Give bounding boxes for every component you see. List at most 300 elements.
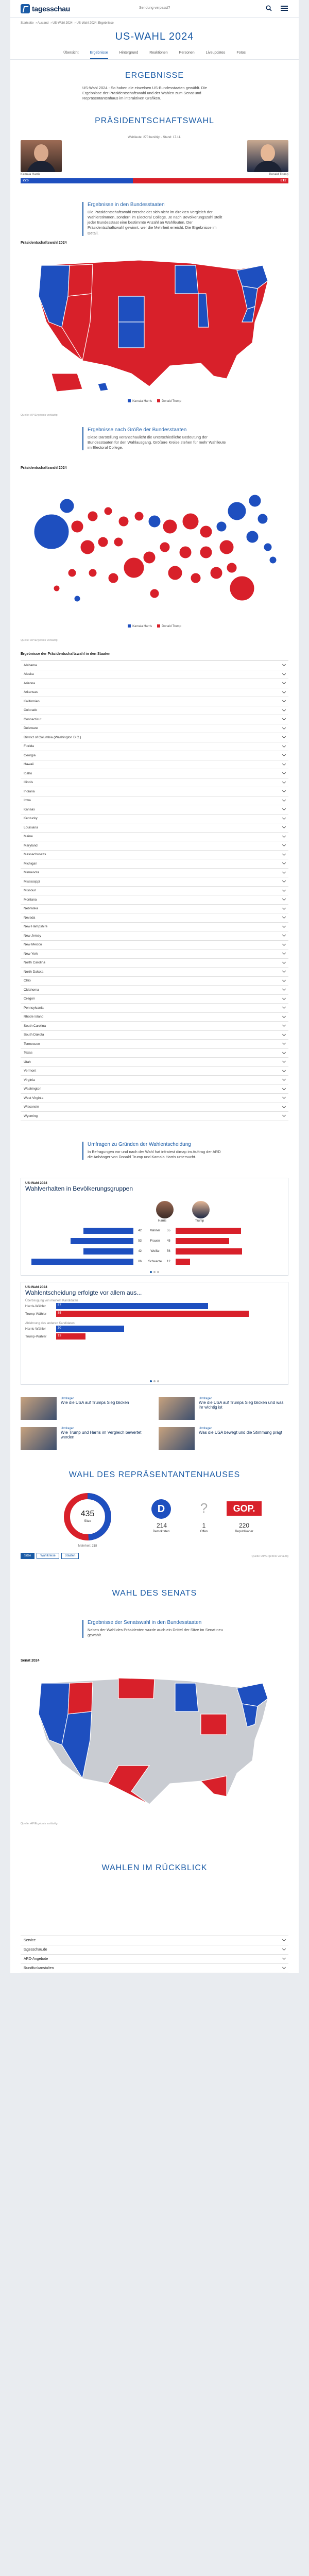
page-title: US-WAHL 2024 — [115, 31, 194, 42]
btn-wahlkreise[interactable]: Wahlkreise — [37, 1553, 59, 1559]
state-row[interactable] — [21, 851, 288, 860]
trump-name: Donald Trump — [269, 173, 288, 176]
state-bubble[interactable] — [219, 540, 234, 554]
state-name: South Carolina — [24, 1024, 46, 1028]
state-row[interactable] — [21, 733, 288, 742]
survey-bar — [56, 1303, 208, 1309]
state-row[interactable] — [21, 688, 288, 698]
chevron-down-icon — [282, 1947, 286, 1951]
logo-icon — [21, 4, 30, 13]
cartogram-text: Diese Darstellung veranschaulicht die unterschiedliche Bedeutung der Bundesstaaten für den Wahlausgang. Größere Kreise stehen für mehr Wahlleute im Electoral College. — [88, 435, 226, 450]
umfrage-card-1 — [21, 1178, 288, 1276]
state-bubble[interactable] — [179, 546, 192, 558]
state-row[interactable] — [21, 661, 288, 670]
state-bubble[interactable] — [114, 537, 123, 547]
tab-hintergrund[interactable]: Hintergrund — [119, 51, 139, 55]
chevron-down-icon — [282, 1069, 286, 1072]
house-majority: Mehrheit: 218 — [78, 1544, 97, 1548]
state-name: Tennessee — [24, 1042, 40, 1046]
state-bubble[interactable] — [216, 521, 227, 532]
chevron-down-icon — [282, 1077, 286, 1081]
state-name: Wyoming — [24, 1114, 38, 1118]
state-name: Utah — [24, 1060, 31, 1064]
state-bubble[interactable] — [104, 507, 112, 515]
state-name: Missouri — [24, 889, 37, 893]
state-bubble[interactable] — [246, 531, 259, 543]
logo[interactable] — [21, 4, 70, 13]
state-bubble[interactable] — [60, 499, 74, 513]
state-row[interactable] — [21, 715, 288, 724]
survey-row — [25, 1236, 284, 1246]
state-row[interactable] — [21, 977, 288, 986]
chevron-down-icon — [282, 726, 286, 730]
house-result — [10, 1486, 299, 1563]
gop-logo: GOP. — [227, 1501, 262, 1516]
chevron-down-icon — [282, 708, 286, 711]
state-bubble[interactable] — [210, 567, 222, 579]
state-name: Oklahoma — [24, 988, 39, 992]
state-name: Idaho — [24, 771, 32, 775]
tab-fotos[interactable]: Fotos — [236, 51, 246, 55]
survey-value: 13 — [58, 1334, 61, 1337]
house-title: WAHL DES REPRÄSENTANTENHAUSES — [68, 1470, 241, 1479]
state-name: Mississippi — [24, 879, 40, 884]
breadcrumb-item[interactable]: Startseite — [21, 22, 34, 25]
state-row[interactable] — [21, 706, 288, 716]
chevron-down-icon — [282, 951, 286, 955]
state-row[interactable] — [21, 1085, 288, 1094]
chevron-down-icon — [282, 1050, 286, 1054]
state-name: Michigan — [24, 861, 38, 866]
chevron-down-icon — [282, 915, 286, 919]
chevron-down-icon — [282, 861, 286, 865]
chevron-down-icon — [282, 807, 286, 810]
state-name: New Mexico — [24, 943, 42, 947]
state-row[interactable] — [21, 959, 288, 968]
map-legend — [10, 399, 299, 406]
state-bubble[interactable] — [160, 542, 170, 552]
state-list-title: Ergebnisse der Präsidentschaftswahl in den Staaten — [21, 652, 111, 656]
state-row[interactable] — [21, 968, 288, 977]
chevron-down-icon — [282, 672, 286, 675]
state-bubble[interactable] — [71, 520, 83, 533]
rep-label: Republikaner — [235, 1530, 253, 1533]
trump-value: 12 — [167, 1260, 170, 1263]
col-harris: Harris — [158, 1219, 166, 1223]
chevron-down-icon — [282, 771, 286, 774]
state-bubble[interactable] — [108, 573, 118, 583]
chevron-down-icon — [282, 663, 286, 666]
header — [10, 0, 299, 18]
survey-value: 30 — [58, 1327, 61, 1330]
state-name: Delaware — [24, 726, 38, 731]
group-label: Überzeugung von meinem Kandidaten — [25, 1299, 78, 1302]
state-name: South Dakota — [24, 1033, 44, 1037]
democrat-logo: D — [151, 1499, 171, 1519]
state-name: Vermont — [24, 1069, 37, 1073]
chevron-down-icon — [282, 753, 286, 756]
legend-harris: Kamala Harris — [128, 399, 152, 406]
state-row[interactable] — [21, 1103, 288, 1112]
survey-row — [25, 1246, 284, 1257]
footer — [21, 1936, 288, 1973]
teaser[interactable]: Umfragen Was die USA bewegt und die Stimmung prägt — [159, 1427, 288, 1450]
chevron-down-icon — [282, 816, 286, 820]
state-row[interactable] — [21, 769, 288, 778]
breadcrumb-item[interactable]: US-Wahl 2024 — [53, 22, 73, 25]
chevron-down-icon — [282, 879, 286, 883]
state-name: Minnesota — [24, 871, 39, 875]
state-row[interactable] — [21, 833, 288, 842]
state-name: Kentucky — [24, 817, 38, 821]
chevron-down-icon — [282, 1113, 286, 1117]
harris-photo — [21, 140, 62, 172]
state-name: Rhode Island — [24, 1015, 44, 1019]
teaser-image — [21, 1397, 57, 1420]
state-row[interactable] — [21, 679, 288, 688]
state-bubble[interactable] — [230, 576, 254, 601]
umfrage-card-2 — [21, 1282, 288, 1385]
state-row[interactable] — [21, 1031, 288, 1040]
trump-avatar — [192, 1201, 210, 1218]
survey-row — [25, 1257, 284, 1267]
state-row[interactable] — [21, 697, 288, 706]
state-name: Iowa — [24, 799, 31, 803]
teaser-image — [159, 1397, 195, 1420]
footer-link[interactable]: tagesschau.de — [21, 1945, 288, 1955]
trump-value: 55 — [167, 1229, 170, 1232]
state-bubble[interactable] — [148, 515, 161, 528]
logo-text: tagesschau — [32, 4, 71, 13]
search-icon[interactable] — [265, 4, 273, 12]
state-row[interactable] — [21, 941, 288, 950]
survey-row-label: Männer — [149, 1229, 161, 1232]
teaser-image — [21, 1427, 57, 1450]
survey-bar — [56, 1311, 249, 1317]
state-bubble[interactable] — [74, 596, 80, 602]
state-bubble[interactable] — [264, 543, 272, 551]
chevron-down-icon — [282, 888, 286, 892]
state-row[interactable] — [21, 887, 288, 896]
state-name: Hawaii — [24, 762, 34, 767]
chevron-down-icon — [282, 798, 286, 802]
card-kicker: US-Wahl 2024 — [25, 1285, 47, 1289]
state-row[interactable] — [21, 805, 288, 815]
teaser[interactable]: Umfragen Wie die USA auf Trumps Sieg blicken und was ihr wichtig ist — [159, 1397, 288, 1420]
survey-row-label: Trump-Wähler — [25, 1312, 47, 1316]
survey-row — [25, 1310, 284, 1318]
survey-row — [25, 1325, 284, 1333]
state-bubble[interactable] — [143, 551, 156, 564]
state-bubble[interactable] — [89, 569, 97, 577]
us-map-president[interactable] — [21, 245, 288, 399]
state-name: Indiana — [24, 789, 35, 793]
carousel-dots[interactable] — [21, 1380, 288, 1382]
senate-intro — [82, 1620, 227, 1638]
state-name: New York — [24, 952, 38, 956]
state-name: Oregon — [24, 997, 35, 1001]
state-bubble[interactable] — [168, 566, 182, 580]
chevron-down-icon — [282, 897, 286, 901]
state-bubble[interactable] — [54, 585, 60, 591]
footer-link[interactable]: Service — [21, 1936, 288, 1945]
state-row[interactable] — [21, 923, 288, 932]
state-row[interactable] — [21, 778, 288, 788]
state-row[interactable] — [21, 815, 288, 824]
chevron-down-icon — [282, 762, 286, 766]
chevron-down-icon — [282, 834, 286, 838]
state-bubble[interactable] — [200, 526, 212, 538]
state-name: Illinois — [24, 781, 33, 785]
state-name: District of Columbia (Washington D.C.) — [24, 735, 81, 739]
state-name: Ohio — [24, 979, 31, 983]
group-label: Ablehnung des anderen Kandidaten — [25, 1321, 75, 1325]
chevron-down-icon — [282, 744, 286, 748]
tab-reaktionen[interactable]: Reaktionen — [149, 51, 168, 55]
trump-votes: 312 — [280, 179, 286, 182]
chevron-down-icon — [282, 843, 286, 846]
state-row[interactable] — [21, 724, 288, 734]
state-bubble[interactable] — [150, 589, 159, 598]
state-bubble[interactable] — [98, 537, 108, 547]
state-name: Nebraska — [24, 907, 38, 911]
state-bubble[interactable] — [182, 513, 199, 530]
state-bubble[interactable] — [249, 495, 261, 507]
tab-bar — [10, 48, 299, 60]
state-bubble[interactable] — [88, 511, 98, 521]
state-name: Massachusetts — [24, 853, 46, 857]
house-view-buttons — [21, 1553, 79, 1559]
chevron-down-icon — [282, 717, 286, 720]
state-bubble[interactable] — [191, 573, 201, 583]
chevron-down-icon — [282, 780, 286, 784]
chevron-down-icon — [282, 1005, 286, 1009]
state-accordion — [21, 660, 288, 1121]
state-row[interactable] — [21, 905, 288, 914]
state-name: Alaska — [24, 672, 34, 676]
state-row[interactable] — [21, 751, 288, 760]
state-row[interactable] — [21, 1058, 288, 1067]
menu-icon[interactable] — [280, 4, 288, 12]
state-row[interactable] — [21, 1040, 288, 1049]
chevron-down-icon — [282, 1095, 286, 1099]
breadcrumb-item: US-Wahl 2024: Ergebnisse — [76, 22, 114, 25]
state-row[interactable] — [21, 1076, 288, 1085]
state-bubble[interactable] — [134, 512, 144, 521]
state-bubble[interactable] — [34, 514, 69, 549]
state-row[interactable] — [21, 670, 288, 680]
umfragen-intro — [82, 1142, 227, 1160]
state-row[interactable] — [21, 1013, 288, 1022]
state-name: West Virginia — [24, 1096, 44, 1100]
rueckblick-title: WAHLEN IM RÜCKBLICK — [101, 1863, 208, 1872]
open-seats: 1 — [202, 1521, 206, 1529]
state-name: Georgia — [24, 753, 36, 757]
senate-title: WAHL DES SENATS — [112, 1588, 197, 1598]
state-row[interactable] — [21, 1004, 288, 1013]
state-row[interactable] — [21, 859, 288, 869]
survey-bar — [56, 1333, 85, 1340]
senate-source: Quelle: AP/Ergebnis vorläufig — [21, 1822, 58, 1825]
teaser-image — [159, 1427, 195, 1450]
cartogram-title: Präsidentschaftswahl 2024 — [21, 466, 67, 470]
chevron-down-icon — [282, 906, 286, 910]
rep-seats: 220 — [238, 1521, 250, 1529]
state-name: Montana — [24, 897, 37, 902]
teaser[interactable]: Umfragen Wie Trump und Harris im Vergleich bewertet werden — [21, 1427, 150, 1450]
survey-row — [25, 1333, 284, 1341]
chevron-down-icon — [282, 924, 286, 928]
state-name: Washington — [24, 1087, 42, 1091]
survey-bar — [56, 1326, 124, 1332]
harris-avatar — [156, 1201, 174, 1218]
state-name: Kansas — [24, 807, 35, 811]
state-row[interactable] — [21, 1022, 288, 1031]
breadcrumb-item[interactable]: Ausland — [37, 22, 49, 25]
state-row[interactable] — [21, 877, 288, 887]
state-name: Texas — [24, 1051, 32, 1055]
state-bubble[interactable] — [258, 514, 268, 524]
open-label: Offen — [200, 1530, 208, 1533]
state-bubble[interactable] — [80, 540, 95, 554]
card-title: Wahlverhalten in Bevölkerungsgruppen — [25, 1184, 133, 1192]
state-row[interactable] — [21, 841, 288, 851]
president-legend: Wahlleute: 270 benötigt · Stand: 17.11. — [128, 136, 181, 139]
state-name: Arizona — [24, 681, 36, 685]
chevron-down-icon — [282, 735, 286, 738]
state-name: Maryland — [24, 843, 38, 848]
harris-bar — [83, 1248, 133, 1255]
chevron-down-icon — [282, 690, 286, 693]
tab-uebersicht[interactable]: Übersicht — [63, 51, 79, 55]
state-bubble[interactable] — [68, 569, 76, 577]
footer-link[interactable]: ARD-Angebote — [21, 1955, 288, 1964]
state-name: Louisiana — [24, 825, 38, 829]
chevron-down-icon — [282, 1938, 286, 1941]
state-name: Connecticut — [24, 717, 42, 721]
harris-votes: 226 — [23, 179, 29, 182]
harris-value: 53 — [138, 1239, 142, 1243]
state-name: New Hampshire — [24, 925, 48, 929]
chevron-down-icon — [282, 699, 286, 702]
question-icon: ? — [200, 1500, 208, 1516]
survey-row-label: Trump-Wähler — [25, 1334, 47, 1338]
footer-link[interactable]: Rundfunkanstalten — [21, 1964, 288, 1973]
state-row[interactable] — [21, 760, 288, 770]
umfragen-text: In Befragungen vor und nach der Wahl hat infratest dimap im Auftrag der ARD die Anhänger von Donald Trump und Kamala Harris untersucht. — [88, 1149, 221, 1159]
trump-photo — [247, 140, 288, 172]
chevron-down-icon — [282, 825, 286, 828]
harris-value: 86 — [138, 1260, 142, 1263]
map-title: Präsidentschaftswahl 2024 — [21, 241, 67, 245]
senate-text: Neben der Wahl des Präsidenten wurde auch ein Drittel der Sitze im Senat neu gewählt. — [88, 1627, 223, 1637]
btn-sitze[interactable]: Sitze — [21, 1553, 35, 1559]
chevron-down-icon — [282, 1956, 286, 1960]
chevron-down-icon — [282, 933, 286, 937]
state-bubble[interactable] — [124, 557, 144, 578]
bundesstaaten-heading: Ergebnisse in den Bundesstaaten — [88, 202, 165, 208]
chevron-down-icon — [282, 996, 286, 1000]
chevron-down-icon — [282, 969, 286, 973]
state-bubble[interactable] — [269, 556, 277, 564]
results-intro: US-Wahl 2024 - So haben die einzelnen US-Bundesstaaten gewählt. Die Ergebnisse der Präsidentschaftswahl und der Wahlen zum Senat und Repräsentantenhaus im interaktiven Grafiken. — [82, 86, 207, 101]
umfragen-heading: Umfragen zu Gründen der Wahlentscheidung — [88, 1141, 191, 1147]
legend-harris: Kamala Harris — [128, 624, 152, 632]
chevron-down-icon — [282, 942, 286, 946]
carousel-dots[interactable] — [21, 1271, 288, 1273]
cartogram-intro — [82, 427, 227, 450]
trump-value: 56 — [167, 1249, 170, 1253]
state-bubble[interactable] — [227, 563, 237, 573]
chevron-down-icon — [282, 1023, 286, 1027]
trump-value: 45 — [167, 1239, 170, 1243]
harris-bar — [71, 1238, 133, 1244]
state-row[interactable] — [21, 796, 288, 806]
tab-personen[interactable]: Personen — [179, 51, 195, 55]
sendung-verpasst-link[interactable]: Sendung verpasst? — [139, 6, 170, 10]
trump-bar — [176, 1259, 190, 1265]
tab-ergebnisse[interactable]: Ergebnisse — [90, 51, 108, 59]
btn-staaten[interactable]: Staaten — [61, 1553, 79, 1559]
teaser[interactable]: Umfragen Wie die USA auf Trumps Sieg blicken — [21, 1397, 150, 1420]
state-row[interactable] — [21, 1067, 288, 1076]
state-row[interactable] — [21, 869, 288, 878]
state-row[interactable] — [21, 913, 288, 923]
bundesstaaten-text: Die Präsidentschaftswahl entscheidet sich nicht im direkten Vergleich der Wählerstimmen, sondern im Electoral College. Je nach Bevölkerungszahl stellt jeder Bundesstaat eine bestimmte Anzahl an Wahlleuten. Der Präsidentschaftswahl gewinnt, wer die Mehrheit erreicht. Die Ergebnisse im Detail. — [88, 210, 222, 235]
chevron-down-icon — [282, 1087, 286, 1090]
state-row[interactable] — [21, 1049, 288, 1058]
state-row[interactable] — [21, 787, 288, 796]
chevron-down-icon — [282, 987, 286, 991]
dem-label: Demokraten — [152, 1530, 170, 1533]
survey-row-label: Harris-Wähler — [25, 1327, 46, 1331]
state-bubble[interactable] — [200, 546, 212, 558]
state-row[interactable] — [21, 931, 288, 941]
state-row[interactable] — [21, 986, 288, 995]
state-row[interactable] — [21, 823, 288, 833]
state-name: Arkansas — [24, 690, 38, 694]
dem-seats: 214 — [156, 1521, 167, 1529]
state-bubble[interactable] — [163, 519, 177, 534]
chevron-down-icon — [282, 1014, 286, 1018]
chevron-down-icon — [282, 789, 286, 792]
chevron-down-icon — [282, 1032, 286, 1036]
state-row[interactable] — [21, 995, 288, 1004]
chevron-down-icon — [282, 1965, 286, 1969]
harris-bar — [83, 1228, 133, 1234]
president-result — [10, 130, 299, 192]
map-source: Quelle: AP/Ergebnis vorläufig — [21, 414, 58, 417]
us-map-senate[interactable] — [21, 1663, 288, 1817]
state-row[interactable] — [21, 895, 288, 905]
chevron-down-icon — [282, 1059, 286, 1063]
state-row[interactable] — [21, 1094, 288, 1103]
president-title: PRÄSIDENTSCHAFTSWAHL — [95, 116, 214, 125]
state-row[interactable] — [21, 950, 288, 959]
state-row[interactable] — [21, 742, 288, 752]
harris-value: 42 — [138, 1249, 142, 1253]
results-section — [10, 60, 299, 116]
state-bubble[interactable] — [118, 516, 129, 527]
chevron-down-icon — [282, 870, 286, 874]
state-row[interactable] — [21, 1112, 288, 1121]
state-name: Nevada — [24, 916, 36, 920]
chevron-down-icon — [282, 852, 286, 856]
tab-liveupdates[interactable]: Liveupdates — [205, 51, 226, 55]
state-name: North Dakota — [24, 970, 44, 974]
state-bubble[interactable] — [228, 502, 246, 520]
cartogram-map[interactable] — [21, 470, 288, 624]
